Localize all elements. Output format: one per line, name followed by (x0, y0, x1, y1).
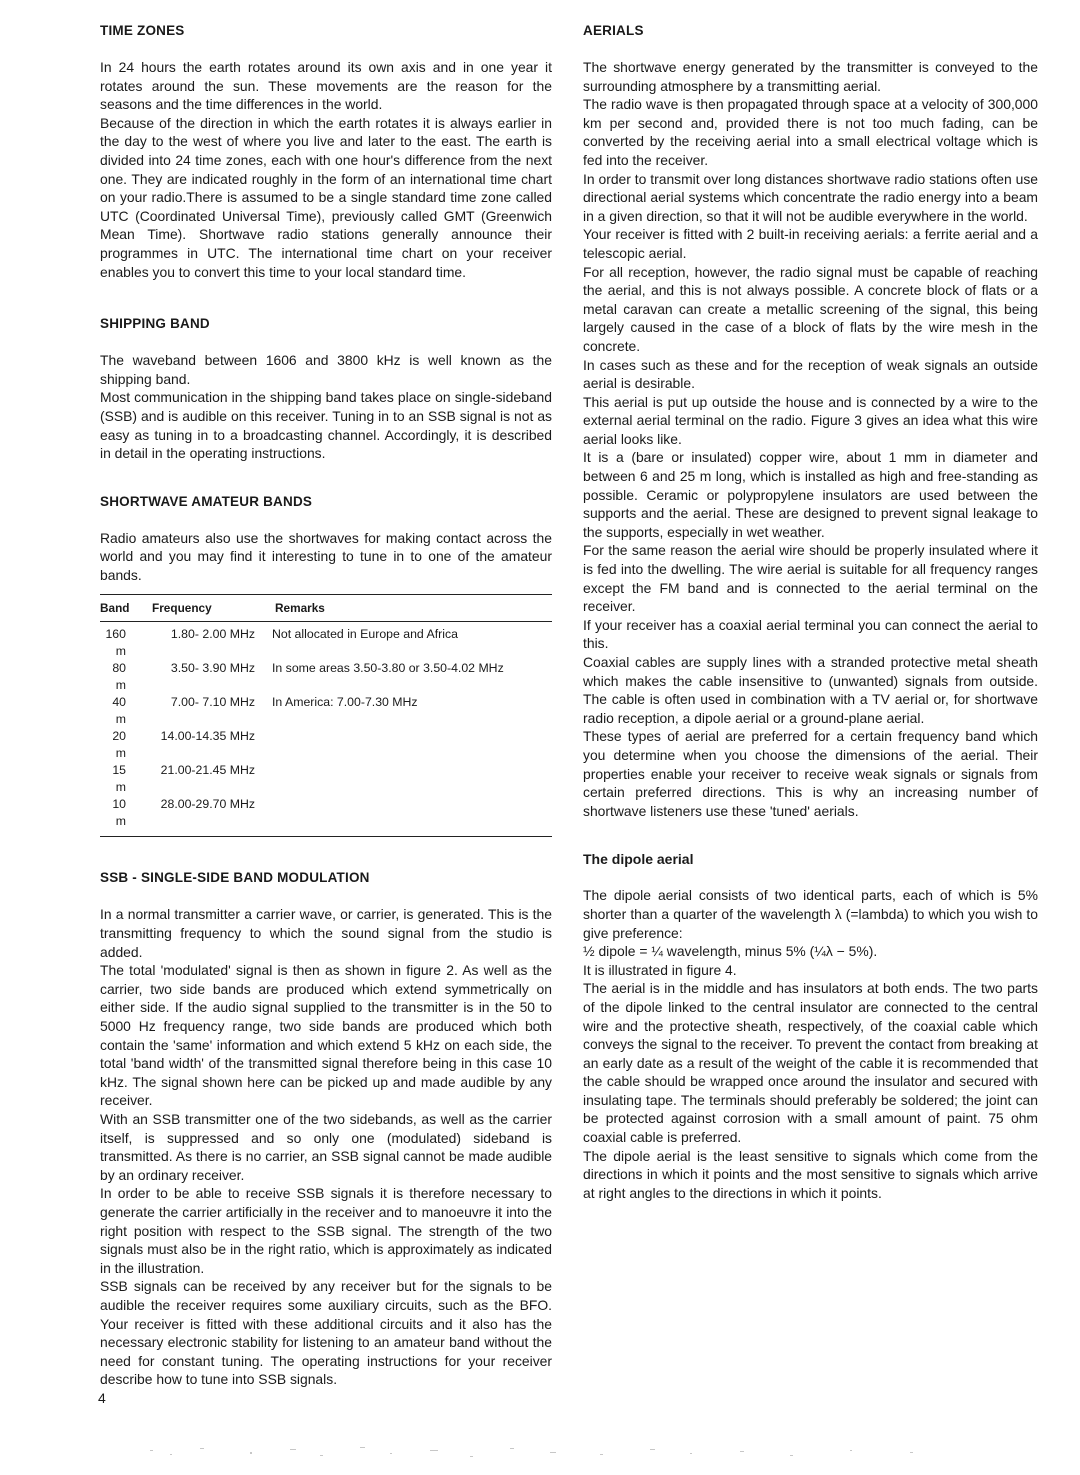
frequency-cell: 14.00-14.35 MHz (160, 729, 255, 744)
paragraph: Coaxial cables are supply lines with a stranded protective metal sheath which makes the cable insensitive to (unwanted) signals from outside. The cable is often used in combination with a TV aerial or, for shortwave radio reception, a dipole aerial or a ground-plane aerial. (583, 654, 1038, 726)
heading-dipole-aerial: The dipole aerial (583, 851, 694, 868)
paragraph: Most communication in the shipping band takes place on single-sideband (SSB) and is audible on this receiver. Tuning in to an SSB signal is not as easy as tuning in to a broadcasting channel. Accordingly, it is described in detail in the operating instructions. (100, 389, 552, 462)
paragraph: Radio amateurs also use the shortwaves for making contact across the world and you may find it interesting to tune in to one of the amateur bands. (100, 529, 552, 583)
frequency-cell: 28.00-29.70 MHz (160, 797, 255, 812)
amateur-bands-table (100, 594, 552, 837)
section-aerials (583, 22, 1038, 820)
band-cell: 15 m (112, 763, 126, 795)
page-number: 4 (98, 1390, 106, 1406)
frequency-cell: 21.00-21.45 MHz (160, 763, 255, 778)
section-amateur-bands (100, 493, 552, 838)
table-row (100, 728, 552, 762)
table-row (100, 626, 552, 660)
section-dipole-aerial (583, 850, 1038, 1202)
table-row (100, 694, 552, 728)
band-cell: 20 m (112, 729, 126, 761)
table-row (100, 762, 552, 796)
heading-time-zones: TIME ZONES (100, 23, 185, 38)
table-row (100, 660, 552, 694)
band-cell: 160 m (105, 627, 126, 659)
table-header-row (100, 595, 552, 621)
paragraph: In order to be able to receive SSB signals it is therefore necessary to generate the carrier artificially in the receiver and to manoeuvre it into the right position with respect to the SSB signal. The strength of the two signals must also be in the right ratio, which is approximately as indicated in the illustration. (100, 1185, 552, 1276)
scan-noise-decoration (130, 1440, 960, 1470)
remarks-cell (272, 728, 552, 762)
table-rule (100, 836, 552, 837)
paragraph: In a normal transmitter a carrier wave, or carrier, is generated. This is the transmitting frequency to which the sound signal from the studio is added. (100, 906, 552, 960)
frequency-cell: 7.00- 7.10 MHz (170, 695, 255, 710)
column-header-frequency: Frequency (152, 601, 212, 616)
band-cell: 10 m (112, 797, 126, 829)
paragraph: The total 'modulated' signal is then as shown in figure 2. As well as the carrier, two side bands are produced which extend symmetrically on either side. If the audio signal supplied to the transmitter is in the 50 to 5000 Hz frequency range, two side bands are produced which both contain the 'same' information and which extend 5 kHz on each side, the total 'band width' of the transmitted signal therefore being in this case 10 kHz. The signal shown here can be picked up and made audible by any receiver. (100, 962, 552, 1109)
paragraph: Your receiver is fitted with 2 built-in receiving aerials: a ferrite aerial and a telescopic aerial. (583, 226, 1038, 261)
heading-aerials: AERIALS (583, 23, 644, 38)
table-body (100, 622, 552, 836)
paragraph: If your receiver has a coaxial aerial terminal you can connect the aerial to this. (583, 616, 1038, 652)
paragraph: SSB signals can be received by any receiver but for the signals to be audible the receiver requires some auxiliary circuits, such as the BFO. Your receiver is fitted with these additional circuits and it also has the necessary electronic stability for listening to an amateur band without the need for constant tuning. The operating instructions for your receiver describe how to tune into SSB signals. (100, 1278, 552, 1388)
paragraph: In 24 hours the earth rotates around its own axis and in one year it rotates around the sun. These movements are the reason for the seasons and the time differences in the world. (100, 59, 552, 113)
paragraph: In order to transmit over long distances shortwave radio stations often use directional aerial systems which concentrate the radio energy into a beam in a given direction, so that it will not be audible everywhere in the world. (583, 170, 1038, 224)
column-header-band: Band (100, 601, 130, 616)
remarks-cell: In America: 7.00-7.30 MHz (272, 695, 418, 710)
remarks-cell (272, 762, 552, 796)
paragraph: For all reception, however, the radio signal must be capable of reaching the aerial, and this is not always possible. A concrete block of flats or a metal caravan can create a metallic screening of the signal, this being largely caused in the case of a block of flats by the wire mesh in the concrete. (583, 263, 1038, 354)
section-shipping-band (100, 315, 552, 463)
paragraph: The dipole aerial consists of two identical parts, each of which is 5% shorter than a quarter of the wavelength λ (=lambda) to which you wish to give preference: (583, 887, 1038, 941)
right-column (583, 22, 1038, 1226)
remarks-cell (272, 796, 552, 830)
table-row (100, 796, 552, 830)
paragraph: The waveband between 1606 and 3800 kHz is well known as the shipping band. (100, 352, 552, 387)
section-time-zones (100, 22, 552, 281)
column-header-remarks: Remarks (275, 601, 325, 616)
paragraph: The shortwave energy generated by the transmitter is conveyed to the surrounding atmosphere by a transmitting aerial. (583, 59, 1038, 94)
paragraph: Because of the direction in which the earth rotates it is always earlier in the day to the west of where you live and later to the east. The earth is divided into 24 time zones, each with one hour's difference from the next one. They are indicated roughly in the form of an international time chart on your radio.There is assumed to be a single standard time zone called UTC (Coordinated Universal Time), previously called GMT (Greenwich Mean Time). Shortwave radio stations generally announce their programmes in UTC. The international time chart on your receiver enables you to convert this time to your local standard time. (100, 114, 552, 280)
heading-amateur-bands: SHORTWAVE AMATEUR BANDS (100, 493, 313, 509)
paragraph: This aerial is put up outside the house and is connected by a wire to the external aerial terminal on the radio. Figure 3 gives an idea what this wire aerial looks like. (583, 393, 1038, 447)
paragraph: The aerial is in the middle and has insulators at both ends. The two parts of the dipole linked to the central insulator are connected to the central wire and the protective sheath, respectively, of the coaxial cable which conveys the signal to the receiver. To prevent the contact from breaking at an early date as a result of the weight of the cable it is recommended that the cable should be wrapped once around the insulator and secured with insulating tape. The terminals should preferably be soldered; the joint can be protected against corrosion with a small amount of paint. 75 ohm coaxial cable is preferred. (583, 980, 1038, 1146)
paragraph: The radio wave is then propagated through space at a velocity of 300,000 km per second and, provided there is not too much fading, can be converted by the receiving aerial into a small electrical voltage which is fed into the receiver. (583, 96, 1038, 168)
paragraph: It is a (bare or insulated) copper wire, about 1 mm in diameter and between 6 and 25 m long, which is installed as high and free-standing as possible. Ceramic or polypropylene insulators are used between the supports and the aerial. These are designed to prevent signal leakage to the supports, especially in wet weather. (583, 449, 1038, 540)
formula-line: ½ dipole = ¼ wavelength, minus 5% (¼λ − 5%). (583, 943, 878, 960)
paragraph: It is illustrated in figure 4. (583, 961, 737, 978)
remarks-cell: In some areas 3.50-3.80 or 3.50-4.02 MHz (272, 661, 504, 676)
remarks-cell: Not allocated in Europe and Africa (272, 627, 458, 642)
paragraph: In cases such as these and for the reception of weak signals an outside aerial is desirable. (583, 356, 1038, 392)
band-cell: 40 m (112, 695, 126, 727)
left-column (100, 22, 552, 1413)
frequency-cell: 3.50- 3.90 MHz (170, 661, 255, 676)
paragraph: These types of aerial are preferred for a certain frequency band which you determine when you choose the dimensions of the aerial. Their properties enable your receiver to receive weak signals or signals from certain preferred directions. This is why an increasing number of shortwave listeners use these 'tuned' aerials. (583, 728, 1038, 819)
paragraph: For the same reason the aerial wire should be properly insulated where it is fed into the dwelling. The wire aerial is suitable for all frequency ranges except the FM band and is connected to the aerial terminal on the receiver. (583, 542, 1038, 615)
band-cell: 80 m (112, 661, 126, 693)
section-ssb (100, 869, 552, 1388)
paragraph: With an SSB transmitter one of the two sidebands, as well as the carrier itself, is suppressed and so only one (modulated) sideband is transmitted. As there is no carrier, an SSB signal cannot be made audible by an ordinary receiver. (100, 1111, 552, 1183)
heading-ssb: SSB - SINGLE-SIDE BAND MODULATION (100, 870, 370, 886)
frequency-cell: 1.80- 2.00 MHz (170, 627, 255, 642)
heading-shipping-band: SHIPPING BAND (100, 316, 210, 332)
paragraph: The dipole aerial is the least sensitive to signals which come from the directions in which it points and the most sensitive to signals which arrive at right angles to the directions in which it points. (583, 1147, 1038, 1201)
